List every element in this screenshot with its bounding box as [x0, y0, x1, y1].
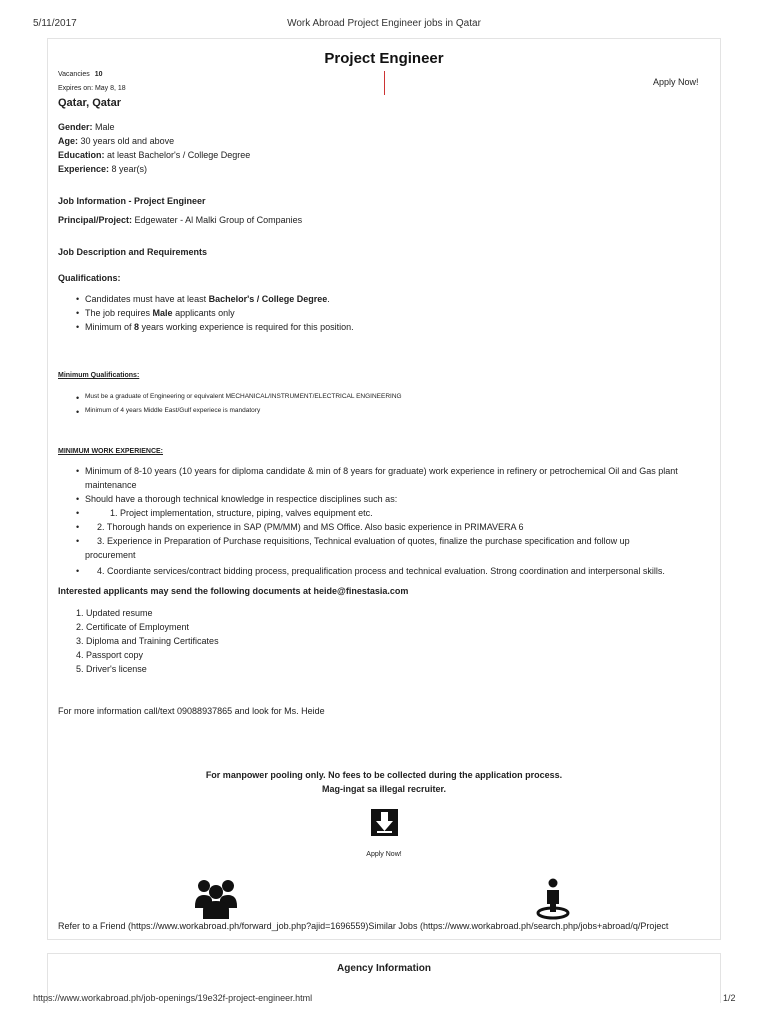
- education: Education: at least Bachelor's / College Degree: [58, 150, 251, 160]
- group-icon[interactable]: [195, 878, 237, 920]
- expires-date: Expires on: May 8, 18: [58, 85, 126, 92]
- description-heading: Job Description and Requirements: [58, 247, 208, 257]
- job-card: [47, 38, 721, 940]
- divider: [384, 71, 385, 95]
- download-icon[interactable]: [371, 809, 398, 836]
- work-item: 3. Experience in Preparation of Purchase requisitions, Technical evaluation of quotes, finalize the purchase specification and follow up: [97, 536, 630, 546]
- apply-now-small[interactable]: Apply Now!: [366, 851, 402, 858]
- print-url: https://www.workabroad.ph/job-openings/19e32f-project-engineer.html: [33, 993, 313, 1003]
- document-item: 5. Driver's license: [76, 664, 147, 674]
- document-item: 4. Passport copy: [76, 650, 144, 660]
- work-item-cont: procurement: [85, 550, 136, 560]
- more-info: For more information call/text 09088937865 and look for Ms. Heide: [58, 706, 325, 716]
- refer-similar-links[interactable]: Refer to a Friend (https://www.workabroad.ph/forward_job.php?ajid=1696559)Similar Jobs (https://www.workabroad.ph/search.php/jobs+abroad/q/Project: [58, 921, 669, 931]
- job-title: Project Engineer: [324, 50, 444, 67]
- job-location: Qatar, Qatar: [58, 97, 121, 109]
- work-item: 4. Coordiante services/contract bidding process, prequalification process and technical evaluation. Strong coordination and interpersonal skills.: [97, 566, 665, 576]
- print-date: 5/11/2017: [33, 18, 77, 29]
- qualifications-heading: Qualifications:: [58, 273, 121, 283]
- qualification-item: Candidates must have at least Bachelor's / College Degree.: [85, 294, 330, 304]
- min-qual-item: Must be a graduate of Engineering or equivalent MECHANICAL/INSTRUMENT/ELECTRICAL ENGINEERING: [85, 393, 402, 400]
- bullet: •: [76, 566, 80, 576]
- download-arrow-icon: [376, 812, 393, 833]
- bullet: •: [76, 294, 80, 304]
- document-item: 1. Updated resume: [76, 608, 153, 618]
- print-page-title: Work Abroad Project Engineer jobs in Qatar: [287, 18, 481, 29]
- bullet: •: [76, 508, 80, 518]
- qualification-item: Minimum of 8 years working experience is required for this position.: [85, 322, 354, 332]
- bullet: •: [76, 322, 80, 332]
- work-item: 2. Thorough hands on experience in SAP (PM/MM) and MS Office. Also basic experience in PRIMAVERA 6: [97, 522, 524, 532]
- work-item: Minimum of 8-10 years (10 years for diploma candidate & min of 8 years for graduate) work experience in refinery or petrochemical Oil and Gas plant: [85, 466, 678, 476]
- principal: Principal/Project: Edgewater - Al Malki Group of Companies: [58, 215, 303, 225]
- work-item: 1. Project implementation, structure, piping, valves equipment etc.: [110, 508, 373, 518]
- bullet: •: [76, 308, 80, 318]
- print-page-number: 1/2: [723, 993, 736, 1003]
- min-work-heading: MINIMUM WORK EXPERIENCE:: [58, 448, 163, 455]
- work-item: Should have a thorough technical knowledge in respectice disciplines such as:: [85, 494, 398, 504]
- notice-illegal: Mag-ingat sa illegal recruiter.: [321, 784, 447, 794]
- bullet: •: [76, 494, 80, 504]
- job-info-heading: Job Information - Project Engineer: [58, 196, 206, 206]
- agency-heading: Agency Information: [337, 963, 431, 974]
- experience: Experience: 8 year(s): [58, 164, 148, 174]
- min-qual-heading: Minimum Qualifications:: [58, 372, 140, 379]
- bullet: •: [76, 466, 80, 476]
- map-person-icon[interactable]: [536, 878, 570, 920]
- notice-pooling: For manpower pooling only. No fees to be collected during the application process.: [205, 770, 563, 780]
- min-qual-item: Minimum of 4 years Middle East/Gulf experiece is mandatory: [85, 407, 261, 414]
- bullet: •: [76, 522, 80, 532]
- apply-now-link[interactable]: Apply Now!: [653, 77, 699, 87]
- work-item-cont: maintenance: [85, 480, 137, 490]
- age: Age: 30 years old and above: [58, 136, 175, 146]
- bullet: •: [76, 407, 80, 417]
- bullet: •: [76, 393, 80, 403]
- qualification-item: The job requires Male applicants only: [85, 308, 235, 318]
- documents-heading: Interested applicants may send the following documents at heide@finestasia.com: [58, 586, 409, 596]
- document-item: 3. Diploma and Training Certificates: [76, 636, 219, 646]
- document-item: 2. Certificate of Employment: [76, 622, 190, 632]
- gender: Gender: Male: [58, 122, 115, 132]
- bullet: •: [76, 536, 80, 546]
- vacancies: Vacancies 10: [58, 71, 103, 78]
